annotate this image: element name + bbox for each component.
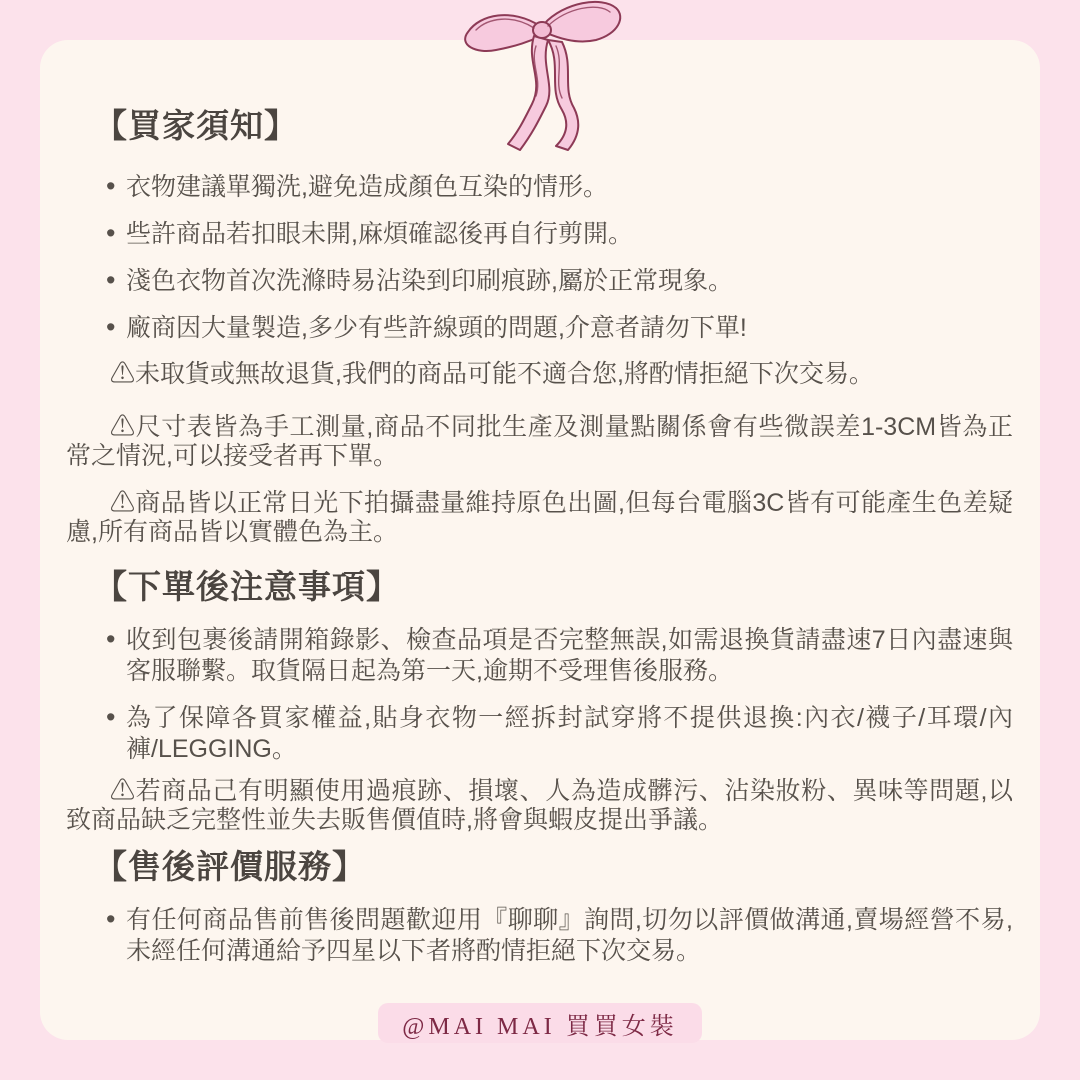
warning-paragraph: ⚠尺寸表皆為手工測量,商品不同批生產及測量點關係會有些微誤差1-3CM皆為正常之情況,可以接受者再下單。 <box>66 413 1013 470</box>
warning-paragraph: ⚠未取貨或無故退貨,我們的商品可能不適合您,將酌情拒絕下次交易。 <box>110 360 874 388</box>
review-service-list <box>66 905 1013 967</box>
brand-badge-label: @MAI MAI 買買女裝 <box>402 1013 678 1040</box>
list-item: • 有任何商品售前售後問題歡迎用『聊聊』詢問,切勿以評價做溝通,賣場經營不易,未經任何溝通給予四星以下者將酌情拒絕下次交易。 <box>66 905 1013 967</box>
list-item: • 為了保障各買家權益,貼身衣物一經拆封試穿將不提供退換:內衣/襪子/耳環/內褲/LEGGING。 <box>66 703 1013 765</box>
brand-badge <box>378 1003 702 1043</box>
notice-card <box>40 40 1040 1040</box>
after-order-list <box>66 625 1013 765</box>
list-item: • 淺色衣物首次洗滌時易沾染到印刷痕跡,屬於正常現象。 <box>66 266 1013 297</box>
buyer-notice-list <box>66 172 1013 344</box>
section-heading-buyer-notice: 【買家須知】 <box>94 107 298 144</box>
section-heading-review-service: 【售後評價服務】 <box>94 848 366 885</box>
section-heading-after-order: 【下單後注意事項】 <box>94 568 400 605</box>
list-item: • 收到包裹後請開箱錄影、檢查品項是否完整無誤,如需退換貨請盡速7日內盡速與客服聯繫。取貨隔日起為第一天,逾期不受理售後服務。 <box>66 625 1013 687</box>
warning-paragraph: ⚠商品皆以正常日光下拍攝盡量維持原色出圖,但每台電腦3C皆有可能產生色差疑慮,所有商品皆以實體色為主。 <box>66 489 1013 546</box>
warning-paragraph: ⚠若商品己有明顯使用過痕跡、損壞、人為造成髒污、沾染妝粉、異味等問題,以致商品缺乏完整性並失去販售價值時,將會與蝦皮提出爭議。 <box>66 777 1013 834</box>
list-item: • 些許商品若扣眼未開,麻煩確認後再自行剪開。 <box>66 219 1013 250</box>
list-item: • 廠商因大量製造,多少有些許線頭的問題,介意者請勿下單! <box>66 313 1013 344</box>
list-item: • 衣物建議單獨洗,避免造成顏色互染的情形。 <box>66 172 1013 203</box>
ribbon-bow-icon <box>450 0 640 158</box>
